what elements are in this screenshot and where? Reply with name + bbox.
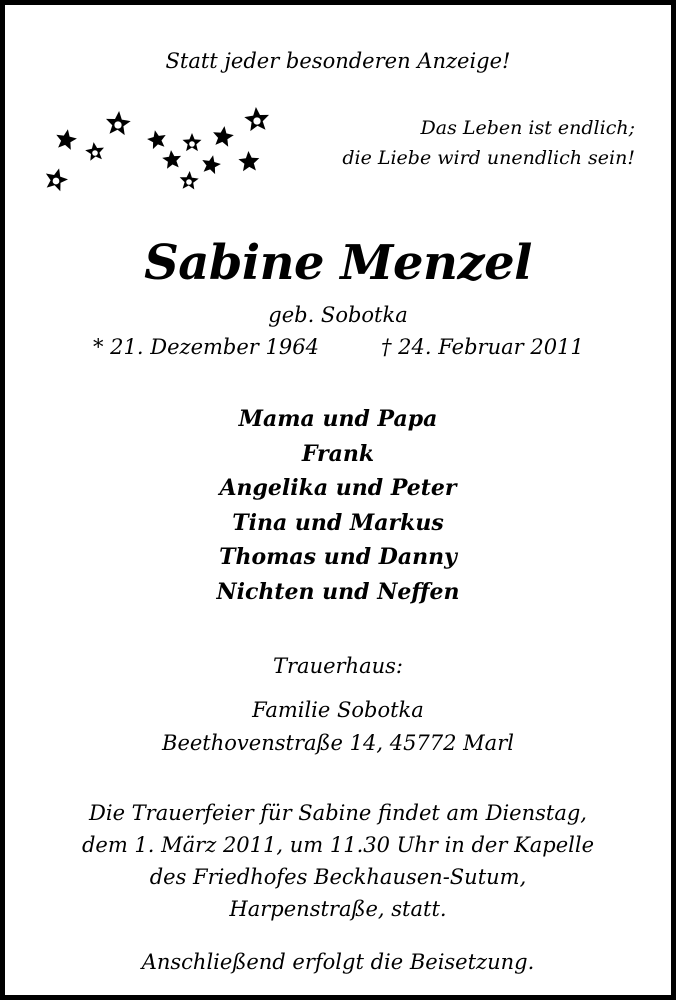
family-member: Thomas und Danny [219, 544, 457, 570]
star-icon [162, 150, 181, 169]
heading: Statt jeder besonderen Anzeige! [165, 49, 511, 73]
ceremony-line: dem 1. März 2011, um 11.30 Uhr in der Kapelle [81, 833, 595, 857]
star-hole [53, 178, 60, 185]
family-member: Tina und Markus [232, 509, 444, 536]
ceremony-text [5, 797, 671, 925]
closing-text: Anschließend erfolgt die Beisetzung. [141, 950, 535, 974]
star-icon [147, 130, 166, 149]
ceremony-line: Harpenstraße, statt. [229, 897, 447, 921]
birth-name: geb. Sobotka [268, 303, 408, 327]
star-icon [202, 155, 221, 174]
star-icon [238, 151, 259, 171]
star-hole [186, 179, 192, 185]
star-icon [213, 126, 234, 147]
star-icon [56, 129, 77, 150]
star-hole [92, 150, 98, 156]
family-member: Angelika und Peter [219, 475, 457, 501]
star-hole [114, 121, 121, 128]
ceremony-line: des Friedhofes Beckhausen-Sutum, [149, 865, 527, 889]
trauerhaus-line: Familie Sobotka [252, 698, 424, 722]
family-list [5, 402, 671, 609]
trauerhaus-line: Beethovenstraße 14, 45772 Marl [162, 731, 514, 755]
motto-line: die Liebe wird unendlich sein! [342, 147, 635, 169]
family-member: Frank [301, 440, 375, 467]
family-member: Mama und Papa [238, 406, 438, 432]
stars-icon [5, 5, 305, 215]
ceremony-line: Die Trauerfeier für Sabine findet am Dienstag, [89, 801, 587, 825]
motto [342, 113, 635, 173]
death-date: † 24. Februar 2011 [381, 335, 584, 359]
birth-date: * 21. Dezember 1964 [93, 335, 319, 359]
family-member: Nichten und Neffen [216, 578, 460, 605]
trauerhaus-label: Trauerhaus: [273, 654, 403, 678]
motto-line: Das Leben ist endlich; [420, 117, 635, 139]
star-hole [253, 117, 260, 124]
deceased-name: Sabine Menzel [144, 235, 532, 291]
star-hole [189, 141, 195, 147]
